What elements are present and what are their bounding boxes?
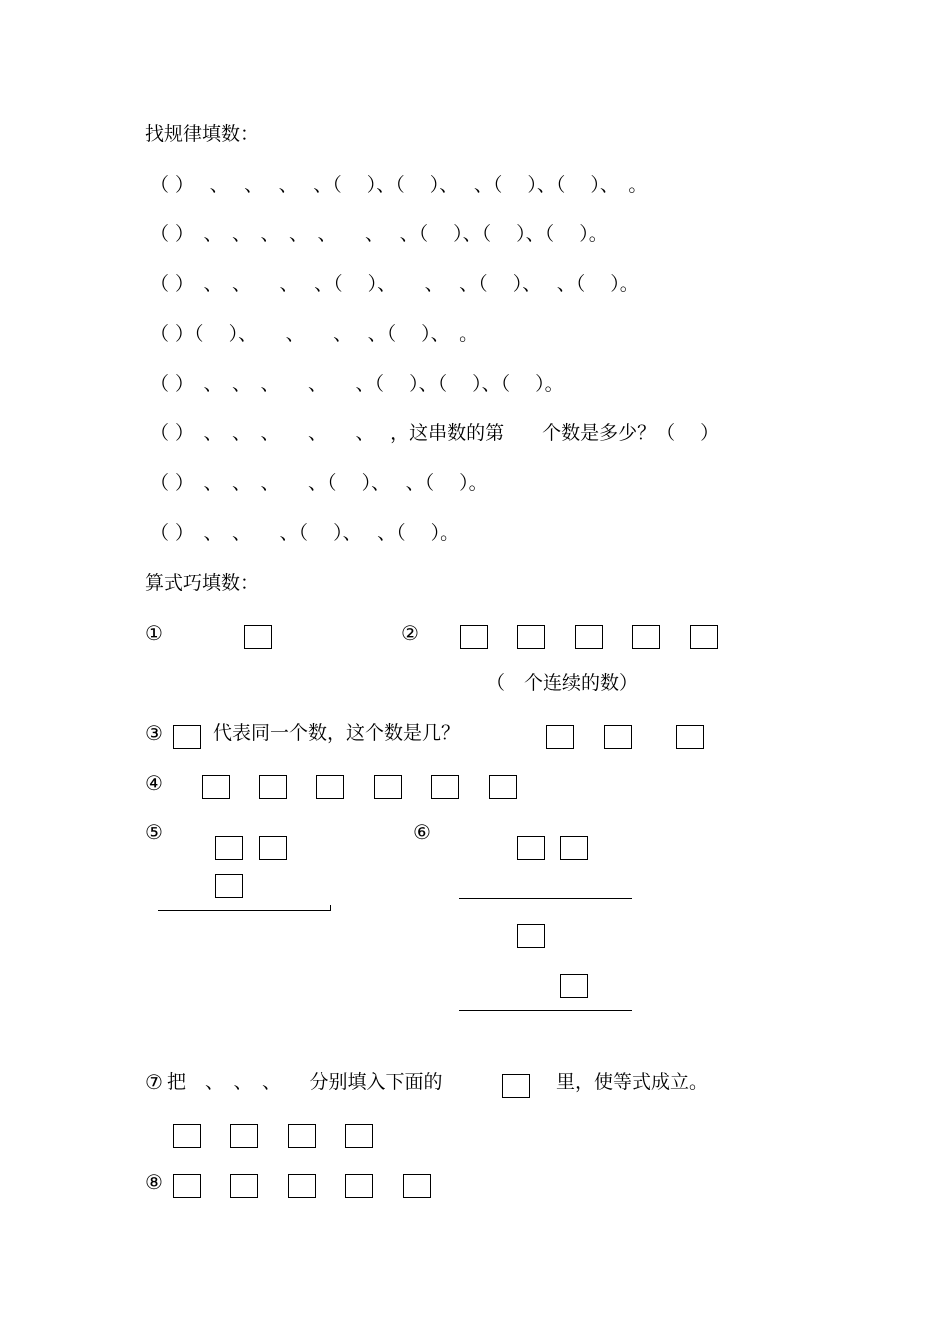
answer-box[interactable]	[259, 836, 287, 860]
answer-box[interactable]	[345, 1174, 373, 1198]
pattern-row-6: （ ） 、 、 、 、 、 ，这串数的第 个数是多少？（ ）	[150, 422, 720, 444]
answer-box[interactable]	[560, 974, 588, 998]
q7-text-b: 里，使等式成立。	[556, 1071, 709, 1093]
answer-box[interactable]	[489, 775, 517, 799]
answer-box[interactable]	[230, 1124, 258, 1148]
operation-line	[459, 1010, 632, 1011]
question-label-8: ⑧	[145, 1170, 163, 1194]
answer-box[interactable]	[374, 775, 402, 799]
answer-box[interactable]	[215, 874, 243, 898]
answer-box[interactable]	[676, 725, 704, 749]
answer-box[interactable]	[517, 924, 545, 948]
q7-text-a: 把 、 、 、 分别填入下面的	[167, 1071, 443, 1093]
answer-box[interactable]	[403, 1174, 431, 1198]
answer-box[interactable]	[288, 1124, 316, 1148]
operation-line	[459, 898, 632, 899]
question-label-5: ⑤	[145, 820, 163, 844]
sum-line	[158, 910, 331, 911]
answer-box[interactable]	[690, 625, 718, 649]
question-label-2: ②	[401, 621, 419, 645]
answer-box[interactable]	[502, 1074, 530, 1098]
question-label-3: ③	[145, 721, 163, 745]
sum-line-tick	[330, 905, 331, 911]
answer-box[interactable]	[632, 625, 660, 649]
answer-box[interactable]	[173, 725, 201, 749]
answer-box[interactable]	[316, 775, 344, 799]
answer-box[interactable]	[215, 836, 243, 860]
answer-box[interactable]	[560, 836, 588, 860]
pattern-row-7: （ ） 、 、 、 、（ ）、 、（ ）。	[150, 472, 488, 494]
question-label-6: ⑥	[413, 820, 431, 844]
answer-box[interactable]	[575, 625, 603, 649]
pattern-row-2: （ ） 、 、 、 、 、 、 、（ ）、（ ）、（ ）。	[150, 223, 608, 245]
answer-box[interactable]	[244, 625, 272, 649]
answer-box[interactable]	[202, 775, 230, 799]
pattern-row-8: （ ） 、 、 、（ ）、 、（ ）。	[150, 522, 460, 544]
answer-box[interactable]	[173, 1124, 201, 1148]
answer-box[interactable]	[288, 1174, 316, 1198]
question-label-7: ⑦	[145, 1070, 163, 1094]
answer-box[interactable]	[345, 1124, 373, 1148]
section-title-equations: 算式巧填数：	[145, 572, 260, 594]
q3-text: 代表同一个数，这个数是几？	[213, 722, 461, 744]
answer-box[interactable]	[517, 836, 545, 860]
answer-box[interactable]	[546, 725, 574, 749]
answer-box[interactable]	[431, 775, 459, 799]
answer-box[interactable]	[259, 775, 287, 799]
pattern-row-5: （ ） 、 、 、 、 、（ ）、（ ）、（ ）。	[150, 373, 564, 395]
question-label-1: ①	[145, 621, 163, 645]
pattern-row-4: （ ）（ ）、 、 、 、（ ）、 。	[150, 323, 479, 345]
answer-box[interactable]	[460, 625, 488, 649]
pattern-row-3: （ ） 、 、 、 、（ ）、 、 、（ ）、 、（ ）。	[150, 273, 639, 295]
answer-box[interactable]	[173, 1174, 201, 1198]
answer-box[interactable]	[230, 1174, 258, 1198]
answer-box[interactable]	[517, 625, 545, 649]
section-title-pattern: 找规律填数：	[145, 123, 260, 145]
answer-box[interactable]	[604, 725, 632, 749]
pattern-row-1: （ ） 、 、 、 、（ ）、（ ）、 、（ ）、（ ）、 。	[150, 174, 648, 196]
question-label-4: ④	[145, 771, 163, 795]
q2-note: （ 个连续的数）	[486, 672, 639, 694]
